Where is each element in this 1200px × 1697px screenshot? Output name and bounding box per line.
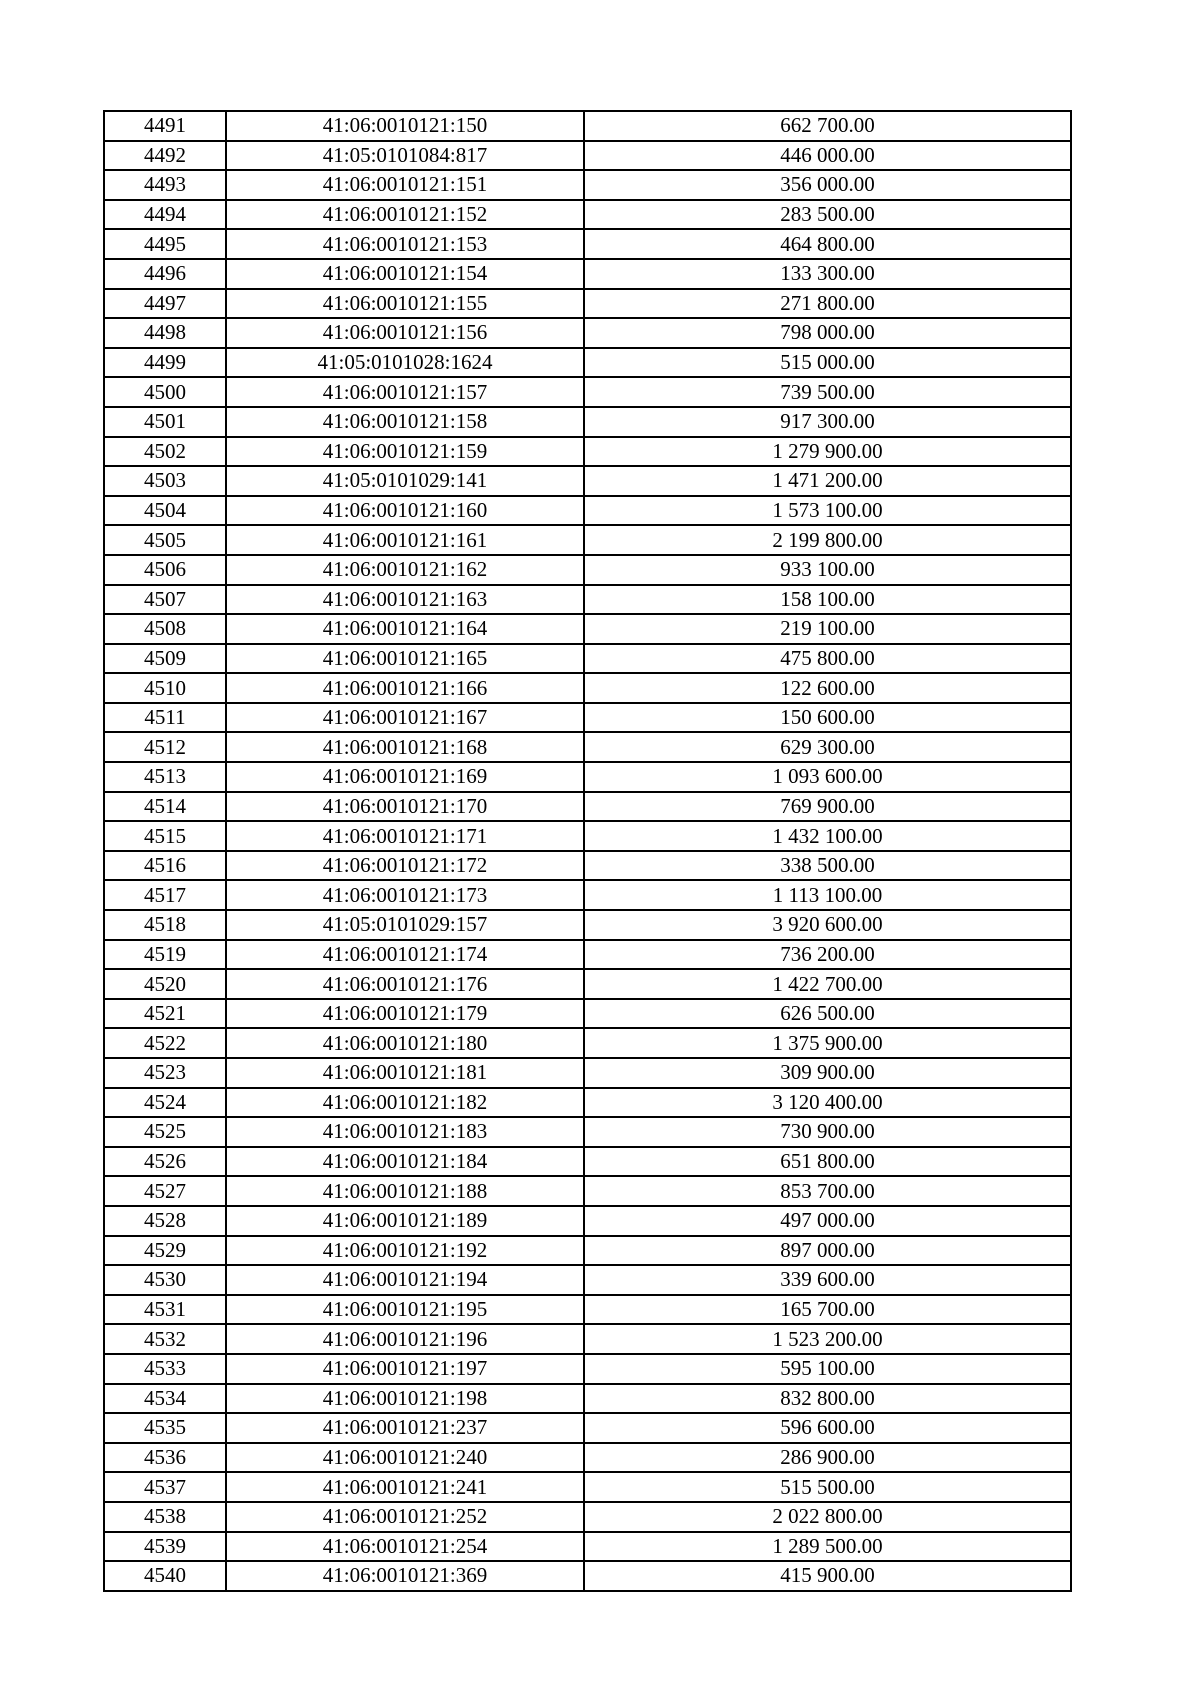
row-number-cell: 4525 [104,1117,226,1147]
cadastral-value-cell: 736 200.00 [584,940,1071,970]
table-row [104,1058,1071,1088]
cadastral-number-cell: 41:06:0010121:182 [226,1088,584,1118]
cadastral-value-cell: 739 500.00 [584,377,1071,407]
cadastral-number-cell: 41:06:0010121:369 [226,1561,584,1591]
cadastral-number-cell: 41:05:0101029:141 [226,466,584,496]
table-row [104,259,1071,289]
cadastral-number-cell: 41:06:0010121:252 [226,1502,584,1532]
table-row [104,673,1071,703]
cadastral-value-cell: 662 700.00 [584,111,1071,141]
row-number-cell: 4506 [104,555,226,585]
cadastral-number-cell: 41:06:0010121:152 [226,200,584,230]
table-row [104,141,1071,171]
cadastral-value-cell: 165 700.00 [584,1295,1071,1325]
row-number-cell: 4502 [104,437,226,467]
row-number-cell: 4524 [104,1088,226,1118]
table-row [104,644,1071,674]
cadastral-value-table [103,110,1072,1592]
row-number-cell: 4494 [104,200,226,230]
table-row [104,496,1071,526]
row-number-cell: 4527 [104,1176,226,1206]
cadastral-value-cell: 515 000.00 [584,348,1071,378]
table-row [104,555,1071,585]
cadastral-value-cell: 3 120 400.00 [584,1088,1071,1118]
cadastral-number-cell: 41:06:0010121:153 [226,229,584,259]
row-number-cell: 4531 [104,1295,226,1325]
table-row [104,525,1071,555]
row-number-cell: 4540 [104,1561,226,1591]
row-number-cell: 4498 [104,318,226,348]
row-number-cell: 4534 [104,1384,226,1414]
table-body [104,111,1071,1591]
cadastral-value-cell: 1 375 900.00 [584,1028,1071,1058]
table-row [104,1443,1071,1473]
row-number-cell: 4493 [104,170,226,200]
cadastral-number-cell: 41:06:0010121:192 [226,1236,584,1266]
cadastral-number-cell: 41:05:0101084:817 [226,141,584,171]
cadastral-number-cell: 41:06:0010121:159 [226,437,584,467]
cadastral-value-cell: 122 600.00 [584,673,1071,703]
cadastral-number-cell: 41:06:0010121:160 [226,496,584,526]
row-number-cell: 4523 [104,1058,226,1088]
cadastral-number-cell: 41:05:0101028:1624 [226,348,584,378]
table-row [104,1324,1071,1354]
table-row [104,1028,1071,1058]
cadastral-number-cell: 41:06:0010121:197 [226,1354,584,1384]
table-row [104,703,1071,733]
cadastral-value-cell: 1 432 100.00 [584,821,1071,851]
row-number-cell: 4517 [104,880,226,910]
cadastral-number-cell: 41:06:0010121:155 [226,289,584,319]
cadastral-number-cell: 41:06:0010121:151 [226,170,584,200]
table-row [104,1117,1071,1147]
cadastral-value-cell: 356 000.00 [584,170,1071,200]
row-number-cell: 4513 [104,762,226,792]
cadastral-value-cell: 2 199 800.00 [584,525,1071,555]
table-row [104,1236,1071,1266]
cadastral-value-cell: 853 700.00 [584,1176,1071,1206]
cadastral-value-cell: 917 300.00 [584,407,1071,437]
cadastral-value-cell: 133 300.00 [584,259,1071,289]
table-row [104,377,1071,407]
cadastral-value-cell: 1 523 200.00 [584,1324,1071,1354]
cadastral-value-cell: 283 500.00 [584,200,1071,230]
cadastral-number-cell: 41:06:0010121:194 [226,1265,584,1295]
row-number-cell: 4532 [104,1324,226,1354]
cadastral-value-cell: 933 100.00 [584,555,1071,585]
cadastral-value-cell: 415 900.00 [584,1561,1071,1591]
table-row [104,466,1071,496]
cadastral-value-cell: 475 800.00 [584,644,1071,674]
row-number-cell: 4521 [104,999,226,1029]
table-row [104,200,1071,230]
cadastral-number-cell: 41:06:0010121:180 [226,1028,584,1058]
row-number-cell: 4503 [104,466,226,496]
row-number-cell: 4509 [104,644,226,674]
table-row [104,762,1071,792]
row-number-cell: 4492 [104,141,226,171]
row-number-cell: 4507 [104,585,226,615]
row-number-cell: 4535 [104,1413,226,1443]
row-number-cell: 4500 [104,377,226,407]
row-number-cell: 4522 [104,1028,226,1058]
row-number-cell: 4537 [104,1472,226,1502]
cadastral-value-cell: 897 000.00 [584,1236,1071,1266]
cadastral-number-cell: 41:06:0010121:189 [226,1206,584,1236]
table-row [104,348,1071,378]
cadastral-value-cell: 515 500.00 [584,1472,1071,1502]
cadastral-number-cell: 41:06:0010121:158 [226,407,584,437]
cadastral-value-cell: 595 100.00 [584,1354,1071,1384]
row-number-cell: 4528 [104,1206,226,1236]
row-number-cell: 4526 [104,1147,226,1177]
cadastral-number-cell: 41:06:0010121:237 [226,1413,584,1443]
cadastral-number-cell: 41:06:0010121:198 [226,1384,584,1414]
row-number-cell: 4519 [104,940,226,970]
cadastral-value-cell: 271 800.00 [584,289,1071,319]
table-row [104,407,1071,437]
cadastral-number-cell: 41:06:0010121:183 [226,1117,584,1147]
table-row [104,821,1071,851]
row-number-cell: 4508 [104,614,226,644]
cadastral-value-cell: 769 900.00 [584,792,1071,822]
row-number-cell: 4504 [104,496,226,526]
row-number-cell: 4538 [104,1502,226,1532]
table-row [104,229,1071,259]
cadastral-value-cell: 497 000.00 [584,1206,1071,1236]
cadastral-value-cell: 1 093 600.00 [584,762,1071,792]
table-row [104,1088,1071,1118]
row-number-cell: 4499 [104,348,226,378]
cadastral-number-cell: 41:06:0010121:184 [226,1147,584,1177]
table-row [104,851,1071,881]
table-row [104,1265,1071,1295]
cadastral-value-cell: 651 800.00 [584,1147,1071,1177]
cadastral-number-cell: 41:06:0010121:169 [226,762,584,792]
table-row [104,910,1071,940]
cadastral-number-cell: 41:06:0010121:196 [226,1324,584,1354]
cadastral-number-cell: 41:06:0010121:195 [226,1295,584,1325]
row-number-cell: 4497 [104,289,226,319]
table-row [104,999,1071,1029]
table-row [104,111,1071,141]
row-number-cell: 4512 [104,732,226,762]
cadastral-number-cell: 41:06:0010121:167 [226,703,584,733]
row-number-cell: 4520 [104,969,226,999]
cadastral-number-cell: 41:06:0010121:171 [226,821,584,851]
cadastral-value-cell: 1 289 500.00 [584,1532,1071,1562]
cadastral-number-cell: 41:06:0010121:162 [226,555,584,585]
table-row [104,732,1071,762]
cadastral-number-cell: 41:06:0010121:161 [226,525,584,555]
cadastral-value-cell: 1 279 900.00 [584,437,1071,467]
cadastral-value-cell: 158 100.00 [584,585,1071,615]
row-number-cell: 4505 [104,525,226,555]
cadastral-number-cell: 41:06:0010121:254 [226,1532,584,1562]
table-row [104,969,1071,999]
table-row [104,289,1071,319]
cadastral-value-cell: 1 113 100.00 [584,880,1071,910]
cadastral-value-cell: 338 500.00 [584,851,1071,881]
row-number-cell: 4491 [104,111,226,141]
cadastral-value-cell: 339 600.00 [584,1265,1071,1295]
table-row [104,1532,1071,1562]
table-row [104,170,1071,200]
cadastral-number-cell: 41:06:0010121:179 [226,999,584,1029]
table-row [104,1354,1071,1384]
cadastral-value-cell: 286 900.00 [584,1443,1071,1473]
cadastral-value-cell: 629 300.00 [584,732,1071,762]
cadastral-number-cell: 41:06:0010121:176 [226,969,584,999]
cadastral-number-cell: 41:06:0010121:150 [226,111,584,141]
cadastral-value-cell: 1 573 100.00 [584,496,1071,526]
table-row [104,1176,1071,1206]
cadastral-value-cell: 150 600.00 [584,703,1071,733]
row-number-cell: 4539 [104,1532,226,1562]
table-row [104,1561,1071,1591]
table-row [104,318,1071,348]
row-number-cell: 4511 [104,703,226,733]
table-row [104,1472,1071,1502]
cadastral-value-cell: 626 500.00 [584,999,1071,1029]
cadastral-number-cell: 41:06:0010121:241 [226,1472,584,1502]
row-number-cell: 4516 [104,851,226,881]
cadastral-number-cell: 41:06:0010121:163 [226,585,584,615]
row-number-cell: 4501 [104,407,226,437]
table-row [104,437,1071,467]
cadastral-value-cell: 446 000.00 [584,141,1071,171]
table-row [104,880,1071,910]
table-row [104,792,1071,822]
cadastral-number-cell: 41:06:0010121:166 [226,673,584,703]
cadastral-number-cell: 41:06:0010121:173 [226,880,584,910]
cadastral-number-cell: 41:06:0010121:181 [226,1058,584,1088]
cadastral-number-cell: 41:06:0010121:164 [226,614,584,644]
row-number-cell: 4495 [104,229,226,259]
table-row [104,1502,1071,1532]
row-number-cell: 4530 [104,1265,226,1295]
table-row [104,1295,1071,1325]
cadastral-number-cell: 41:05:0101029:157 [226,910,584,940]
cadastral-value-cell: 309 900.00 [584,1058,1071,1088]
cadastral-number-cell: 41:06:0010121:170 [226,792,584,822]
cadastral-number-cell: 41:06:0010121:168 [226,732,584,762]
cadastral-number-cell: 41:06:0010121:188 [226,1176,584,1206]
table-row [104,585,1071,615]
cadastral-number-cell: 41:06:0010121:156 [226,318,584,348]
table-row [104,1384,1071,1414]
cadastral-number-cell: 41:06:0010121:174 [226,940,584,970]
row-number-cell: 4514 [104,792,226,822]
cadastral-value-cell: 1 471 200.00 [584,466,1071,496]
cadastral-number-cell: 41:06:0010121:240 [226,1443,584,1473]
cadastral-value-cell: 3 920 600.00 [584,910,1071,940]
row-number-cell: 4533 [104,1354,226,1384]
cadastral-number-cell: 41:06:0010121:157 [226,377,584,407]
cadastral-value-cell: 464 800.00 [584,229,1071,259]
cadastral-value-cell: 730 900.00 [584,1117,1071,1147]
row-number-cell: 4518 [104,910,226,940]
cadastral-value-cell: 219 100.00 [584,614,1071,644]
cadastral-number-cell: 41:06:0010121:172 [226,851,584,881]
row-number-cell: 4536 [104,1443,226,1473]
cadastral-value-cell: 1 422 700.00 [584,969,1071,999]
table-row [104,614,1071,644]
cadastral-number-cell: 41:06:0010121:154 [226,259,584,289]
table-row [104,940,1071,970]
row-number-cell: 4529 [104,1236,226,1266]
cadastral-value-cell: 798 000.00 [584,318,1071,348]
table-row [104,1206,1071,1236]
table-row [104,1413,1071,1443]
row-number-cell: 4510 [104,673,226,703]
table-row [104,1147,1071,1177]
cadastral-value-cell: 2 022 800.00 [584,1502,1071,1532]
row-number-cell: 4496 [104,259,226,289]
cadastral-value-cell: 832 800.00 [584,1384,1071,1414]
row-number-cell: 4515 [104,821,226,851]
cadastral-number-cell: 41:06:0010121:165 [226,644,584,674]
cadastral-value-cell: 596 600.00 [584,1413,1071,1443]
